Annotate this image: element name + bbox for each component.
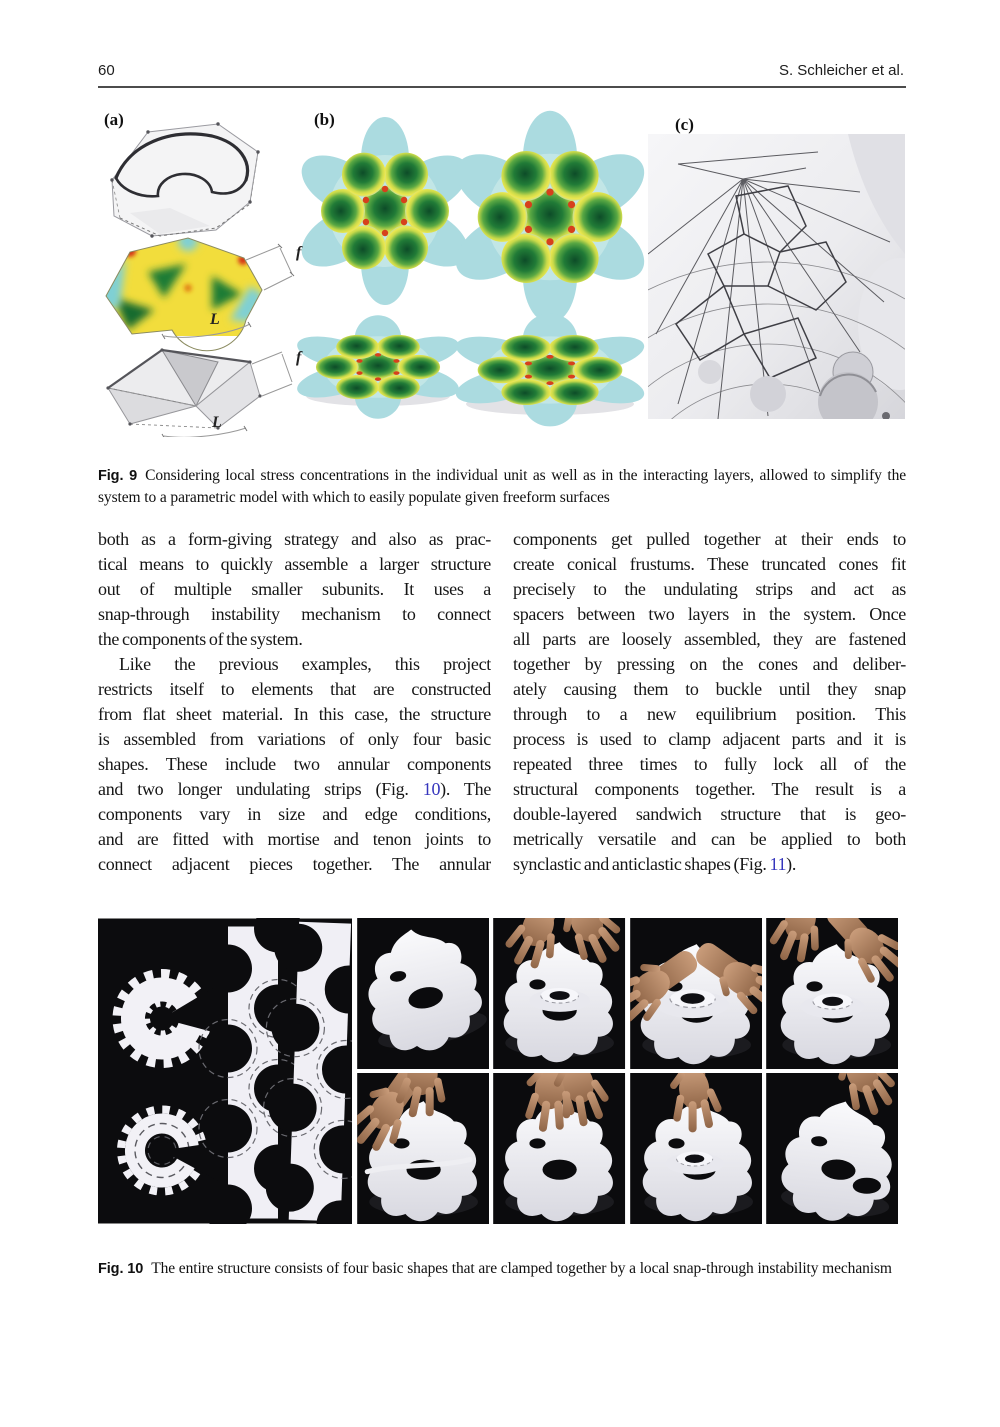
text-line: snap-through instability mechanism to connect xyxy=(98,604,491,624)
text-line: through to a new equilibrium position. This xyxy=(513,704,906,724)
text-line: create conical frustums. These truncated cones fit xyxy=(513,554,906,574)
text-line: repeated three times to fully lock all of the xyxy=(513,754,906,774)
fig10-photo-step-2 xyxy=(493,918,625,1069)
text-line: shapes. These include two annular components xyxy=(98,754,491,774)
header-rule xyxy=(98,86,906,88)
fig10-photo-step-7 xyxy=(630,1073,762,1224)
fig10-photo-basic-shapes xyxy=(98,918,352,1224)
fig10-photo-step-6 xyxy=(493,1073,625,1224)
text-line: precisely to the undulating strips and act as xyxy=(513,579,906,599)
text-line: is assembled from variations of only four basic xyxy=(98,729,491,749)
text-line: synclastic and anticlastic shapes (Fig. 11). xyxy=(513,854,797,874)
text-line: and are fitted with mortise and tenon joints to xyxy=(98,829,491,849)
text-line: from flat sheet material. In this case, the structure xyxy=(98,704,491,724)
figure-10-caption-text: The entire structure consists of four basic shapes that are clamped together by a local snap-through instability mechanism xyxy=(151,1259,892,1277)
fig10-photo-step-5 xyxy=(357,1073,489,1224)
figure-9 xyxy=(98,104,906,437)
running-head-authors: S. Schleicher et al. xyxy=(778,62,904,79)
figure-10-caption-label: Fig. 10 xyxy=(98,1260,144,1277)
body-column-right xyxy=(513,527,906,877)
text-line: process is used to clamp adjacent parts and it is xyxy=(513,729,906,749)
fig9-panel-a-label: (a) xyxy=(104,110,124,129)
text-line: metrically versatile and can be applied to both xyxy=(513,829,906,849)
text-line: out of multiple smaller subunits. It uses a xyxy=(98,579,491,599)
text-line: components vary in size and edge conditions, xyxy=(98,804,491,824)
figure-10 xyxy=(98,918,900,1224)
figure-reference-link[interactable]: 11 xyxy=(769,854,787,874)
text-line: both as a form-giving strategy and also as prac- xyxy=(98,529,491,549)
fig9-panel-a-diagrams xyxy=(100,122,294,437)
body-column-left xyxy=(98,527,491,877)
fig9-panel-b-fea xyxy=(287,111,655,427)
text-line: the components of the system. xyxy=(98,629,303,649)
fig10-photo-step-1 xyxy=(357,918,489,1069)
text-line: and two longer undulating strips (Fig. 10). The xyxy=(98,779,491,799)
figure-10-caption xyxy=(98,1258,906,1281)
text-line: double-layered sandwich structure that is geo- xyxy=(513,804,906,824)
fig9-panel-c-label: (c) xyxy=(675,115,694,134)
figure-9-caption-label: Fig. 9 xyxy=(98,467,138,484)
text-line: restricts itself to elements that are constructed xyxy=(98,679,491,699)
figure-reference-link[interactable]: 10 xyxy=(422,779,441,799)
fig10-photo-step-4 xyxy=(766,918,898,1069)
figure-9-caption xyxy=(98,465,906,509)
dimension-label-f: f xyxy=(296,244,302,261)
dimension-label-L: L xyxy=(210,311,220,328)
figure-9-caption-text: Considering local stress concentrations in the individual unit as well as in the interacting layers, allowed to simplify the system to a parametric model with which to easily populate given freeform surfaces xyxy=(98,466,906,506)
dimension-label-L: L xyxy=(212,414,222,431)
text-line: components get pulled together at their ends to xyxy=(513,529,906,549)
text-line: all parts are loosely assembled, they are fastened xyxy=(513,629,906,649)
text-line: connect adjacent pieces together. The annular xyxy=(98,854,491,874)
text-line: ately causing them to buckle until they snap xyxy=(513,679,906,699)
dimension-label-f: f xyxy=(296,349,302,366)
text-line: spacers between two layers in the system. Once xyxy=(513,604,906,624)
fig9-panel-b-label: (b) xyxy=(314,110,335,129)
text-line: together by pressing on the cones and deliber- xyxy=(513,654,906,674)
body-text xyxy=(98,527,906,877)
text-line: Like the previous examples, this project xyxy=(119,654,491,674)
text-line: structural components together. The result is a xyxy=(513,779,906,799)
fig10-assembly-sequence xyxy=(357,918,898,1224)
page-number: 60 xyxy=(98,62,115,79)
fig10-photo-step-8 xyxy=(766,1073,898,1224)
figure-9-artwork xyxy=(98,104,906,437)
text-line: tical means to quickly assemble a larger structure xyxy=(98,554,491,574)
fig10-photo-step-3 xyxy=(630,918,762,1069)
